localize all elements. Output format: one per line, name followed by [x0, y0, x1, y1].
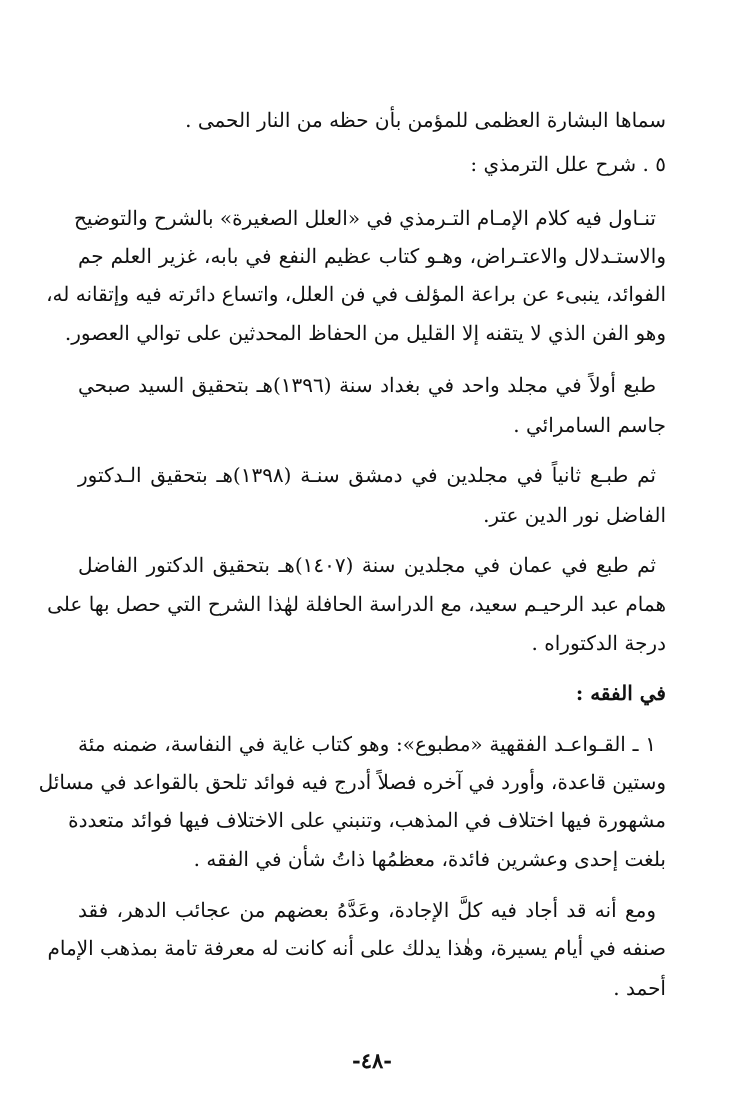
text-line-19: ومع أنه قد أجاد فيه كلَّ الإجادة، وعَدَّهُ بعضهم من عجائب الدهر، فقد: [78, 898, 656, 922]
text-line-18: بلغت إحدى وعشرين فائدة، معظمُها ذاتُ شأن في الفقه .: [193, 847, 666, 871]
text-line-15: ١ ـ القـواعـد الفقهية «مطبوع»: وهو كتاب غاية في النفاسة، ضمنه مئة: [78, 732, 656, 756]
text-line-8: جاسم السامرائي .: [513, 413, 666, 437]
page-number: -٤٨-: [352, 1048, 392, 1073]
text-line-7: طبع أولاً في مجلد واحد في بغداد سنة (١٣٩٦)هـ بتحقيق السيد صبحي: [78, 373, 656, 397]
text-line-5: الفوائد، ينبىء عن براعة المؤلف في فن العلل، واتساع دائرته فيه وإتقانه له،: [46, 282, 666, 306]
text-line-13: درجة الدكتوراه .: [531, 631, 666, 655]
text-line-12: همام عبد الرحيـم سعيد، مع الدراسة الحافلة لهٰذا الشرح التي حصل بها على: [47, 592, 666, 616]
text-line-17: مشهورة فيها اختلاف في المذهب، وتنبني على الاختلاف فيها فوائد متعددة: [68, 808, 666, 832]
text-line-16: وستين قاعدة، وأورد في آخره فصلاً أدرج فيه فوائد تلحق بالقواعد في مسائل: [38, 770, 666, 794]
section-item-heading: ٥ . شرح علل الترمذي :: [470, 152, 666, 176]
section-heading-fiqh: في الفقه :: [575, 681, 666, 705]
text-line-3: تنـاول فيه كلام الإمـام التـرمذي في «العلل الصغيرة» بالشرح والتوضيح: [74, 206, 656, 230]
text-line-20: صنفه في أيام يسيرة، وهٰذا يدلك على أنه كانت له معرفة تامة بمذهب الإمام: [47, 936, 666, 960]
text-line-21: أحمد .: [613, 976, 666, 1000]
text-line-4: والاستـدلال والاعتـراض، وهـو كتاب عظيم النفع في بابه، غزير العلم جم: [78, 244, 666, 268]
text-line-10: الفاضل نور الدين عتر.: [483, 503, 666, 527]
text-line-1: سماها البشارة العظمى للمؤمن بأن حظه من النار الحمى .: [185, 108, 666, 132]
text-line-6: وهو الفن الذي لا يتقنه إلا القليل من الحفاظ المحدثين على توالي العصور.: [64, 321, 666, 345]
text-line-9: ثم طبـع ثانياً في مجلدين في دمشق سنـة (١٣٩٨)هـ بتحقيق الـدكتور: [78, 463, 656, 487]
text-line-11: ثم طبع في عمان في مجلدين سنة (١٤٠٧)هـ بتحقيق الدكتور الفاضل: [78, 553, 656, 577]
